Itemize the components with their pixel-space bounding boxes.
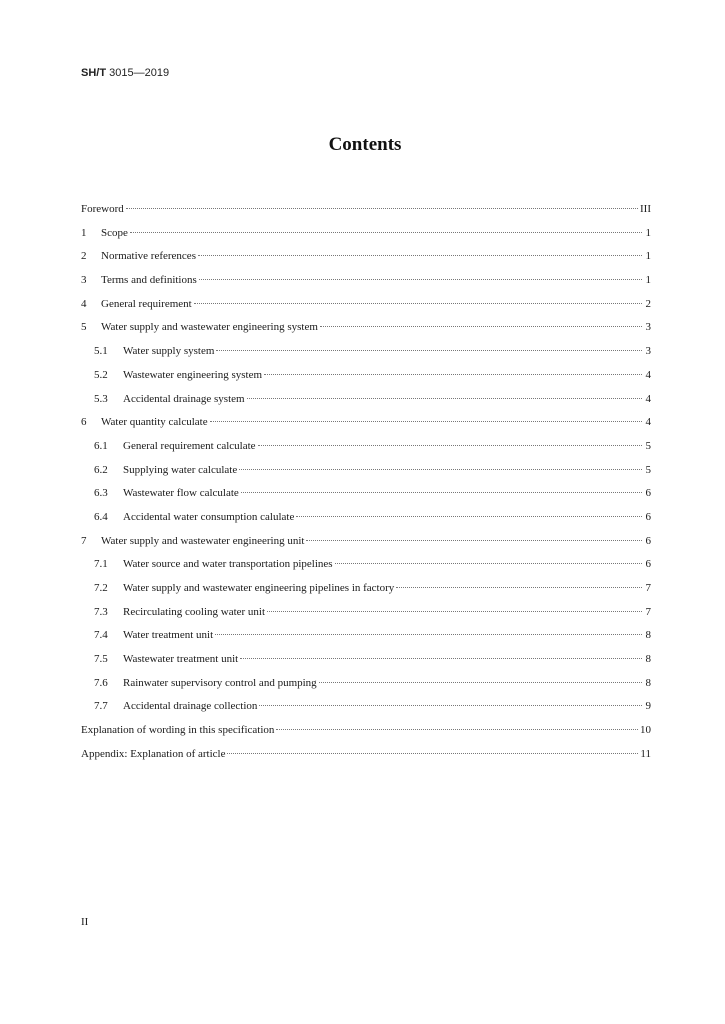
toc-leader-dots <box>396 587 642 588</box>
toc-entry[interactable] <box>81 506 651 530</box>
toc-entry-page: 5 <box>645 463 651 476</box>
toc-entry-number: 5 <box>81 321 87 334</box>
toc-entry-number: 7.3 <box>94 605 108 618</box>
toc-entry-page: 10 <box>640 724 651 737</box>
toc-entry-label: Appendix: Explanation of article <box>81 747 226 760</box>
toc-entry-number: 7 <box>81 534 87 547</box>
toc-leader-dots <box>319 682 642 683</box>
toc-leader-dots <box>320 326 642 327</box>
toc-entry[interactable] <box>81 530 651 554</box>
toc-entry-number: 7.1 <box>94 558 108 571</box>
toc-entry[interactable] <box>81 222 651 246</box>
toc-leader-dots <box>335 563 642 564</box>
toc-entry-page: 6 <box>645 558 651 571</box>
toc-entry-number: 6.4 <box>94 510 108 523</box>
toc-entry-label: General requirement <box>101 297 192 310</box>
toc-entry-number: 1 <box>81 226 87 239</box>
toc-entry-page: 9 <box>645 700 651 713</box>
toc-entry-number: 5.3 <box>94 392 108 405</box>
toc-entry-number: 3 <box>81 274 87 287</box>
toc-entry[interactable] <box>81 624 651 648</box>
toc-leader-dots <box>241 492 642 493</box>
toc-entry-number: 6.2 <box>94 463 108 476</box>
toc-entry[interactable] <box>81 672 651 696</box>
page-number: II <box>81 916 89 928</box>
toc-entry-label: Water supply and wastewater engineering unit <box>101 534 305 547</box>
document-code-prefix: SH/T <box>81 67 107 79</box>
toc-leader-dots <box>239 469 642 470</box>
toc-leader-dots <box>198 255 642 256</box>
toc-entry[interactable] <box>81 482 651 506</box>
toc-leader-dots <box>267 611 642 612</box>
toc-entry-label: Water source and water transportation pipelines <box>123 558 333 571</box>
toc-leader-dots <box>259 705 642 706</box>
toc-entry-number: 7.6 <box>94 676 108 689</box>
toc-entry-page: 1 <box>645 250 651 263</box>
toc-entry-label: Water supply and wastewater engineering pipelines in factory <box>123 582 395 594</box>
toc-entry-page: 4 <box>645 368 651 381</box>
toc-entry-page: 3 <box>645 321 651 334</box>
toc-entry-label: Scope <box>101 226 128 239</box>
toc-entry[interactable] <box>81 388 651 412</box>
toc-leader-dots <box>210 421 642 422</box>
toc-entry-number: 7.4 <box>94 629 108 642</box>
toc-entry-label: Explanation of wording in this specification <box>81 724 275 737</box>
toc-entry-page: 1 <box>645 274 651 287</box>
toc-entry-page: 7 <box>645 605 651 618</box>
toc-entry-label: Accidental drainage collection <box>123 700 258 713</box>
toc-entry-label: General requirement calculate <box>123 439 256 452</box>
toc-entry-number: 6 <box>81 416 87 429</box>
toc-entry-label: Normative references <box>101 250 196 263</box>
toc-entry-number: 7.2 <box>94 582 108 594</box>
toc-entry-page: 8 <box>645 676 651 689</box>
toc-leader-dots <box>216 350 642 351</box>
toc-entry-label: Wastewater engineering system <box>123 368 263 381</box>
toc-leader-dots <box>130 232 642 233</box>
toc-entry[interactable] <box>81 364 651 388</box>
toc-entry-number: 6.1 <box>94 439 108 452</box>
toc-entry[interactable] <box>81 695 651 719</box>
toc-entry[interactable] <box>81 459 651 483</box>
toc-leader-dots <box>215 634 642 635</box>
toc-entry-page: 2 <box>645 297 651 310</box>
toc-leader-dots <box>258 445 642 446</box>
toc-entry[interactable] <box>81 553 651 577</box>
toc-entry-label: Wastewater flow calculate <box>123 487 239 500</box>
toc-entry-number: 4 <box>81 297 87 310</box>
toc-entry-label: Accidental water consumption calulate <box>123 510 295 523</box>
toc-entry-page: III <box>640 203 651 215</box>
toc-entry-number: 7.5 <box>94 653 108 666</box>
toc-entry-number: 5.2 <box>94 368 108 381</box>
toc-entry-page: 6 <box>645 487 651 500</box>
toc-entry[interactable] <box>81 435 651 459</box>
toc-leader-dots <box>296 516 642 517</box>
toc-entry-label: Rainwater supervisory control and pumping <box>123 676 317 689</box>
toc-entry[interactable] <box>81 719 651 743</box>
toc-entry-page: 5 <box>645 439 651 452</box>
toc-leader-dots <box>306 540 642 541</box>
toc-leader-dots <box>199 279 642 280</box>
toc-entry-label: Water supply system <box>123 345 215 358</box>
toc-entry-label: Water treatment unit <box>123 629 214 642</box>
toc-leader-dots <box>247 398 642 399</box>
toc-entry-label: Terms and definitions <box>101 274 197 287</box>
toc-entry[interactable] <box>81 316 651 340</box>
toc-entry-label: Water supply and wastewater engineering system <box>101 321 318 334</box>
toc-entry[interactable] <box>81 577 651 601</box>
toc-entry-label: Supplying water calculate <box>123 463 238 476</box>
toc-entry-page: 4 <box>645 416 651 429</box>
document-code-number: 3015—2019 <box>106 67 170 79</box>
toc-entry-page: 11 <box>640 747 651 760</box>
toc-entry-label: Accidental drainage system <box>123 392 245 405</box>
toc-entry-page: 4 <box>645 392 651 405</box>
toc-entry-number: 5.1 <box>94 345 108 358</box>
toc-entry-number: 7.7 <box>94 700 108 713</box>
page-title: Contents <box>328 134 402 155</box>
toc-entry-page: 8 <box>645 629 651 642</box>
toc-entry[interactable] <box>81 293 651 317</box>
toc-entry[interactable] <box>81 245 651 269</box>
toc-entry-label: Wastewater treatment unit <box>123 653 239 666</box>
toc-entry-number: 2 <box>81 250 87 263</box>
toc-leader-dots <box>194 303 642 304</box>
toc-entry-page: 6 <box>645 510 651 523</box>
table-of-contents <box>81 198 651 767</box>
toc-entry-label: Recirculating cooling water unit <box>123 605 266 618</box>
toc-leader-dots <box>264 374 642 375</box>
toc-entry[interactable] <box>81 648 651 672</box>
toc-entry[interactable] <box>81 601 651 625</box>
toc-entry-number: 6.3 <box>94 487 108 500</box>
toc-entry-label: Foreword <box>81 203 124 215</box>
toc-leader-dots <box>126 208 638 209</box>
toc-entry-label: Water quantity calculate <box>101 416 208 429</box>
toc-entry-page: 6 <box>645 534 651 547</box>
toc-entry-page: 1 <box>645 226 651 239</box>
toc-entry[interactable] <box>81 411 651 435</box>
toc-entry[interactable] <box>81 269 651 293</box>
toc-leader-dots <box>227 753 638 754</box>
toc-leader-dots <box>240 658 642 659</box>
toc-leader-dots <box>276 729 638 730</box>
toc-entry-page: 7 <box>645 582 651 594</box>
toc-entry-page: 8 <box>645 653 651 666</box>
toc-entry[interactable] <box>81 198 651 222</box>
document-code <box>81 67 169 79</box>
toc-entry[interactable] <box>81 340 651 364</box>
toc-entry[interactable] <box>81 743 651 767</box>
toc-entry-page: 3 <box>645 345 651 358</box>
